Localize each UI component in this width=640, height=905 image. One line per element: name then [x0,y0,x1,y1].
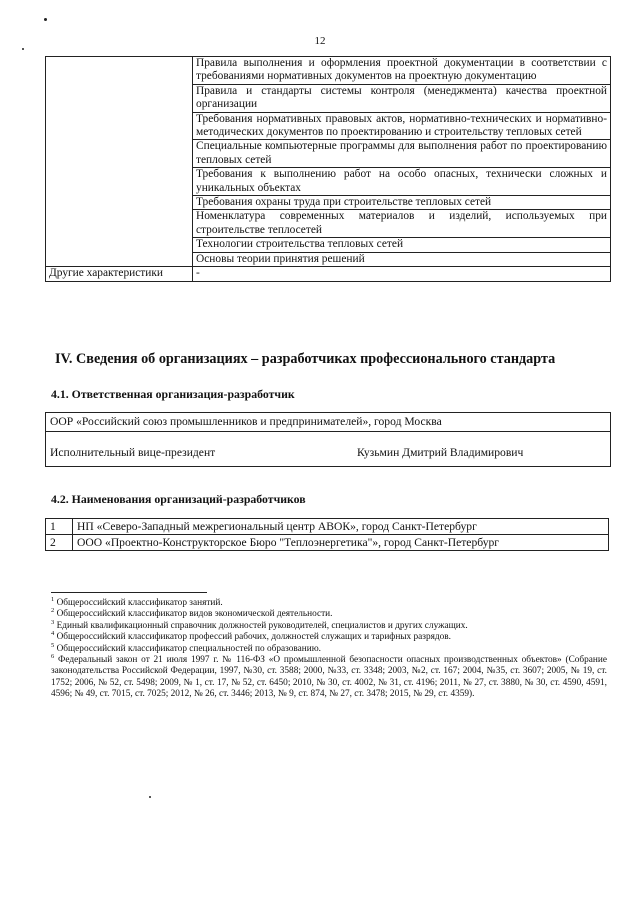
footnote-text: Общероссийский классификатор профессий рабочих, должностей служащих и тарифных разрядов. [56,632,451,643]
knowledge-item: Требования охраны труда при строительстве тепловых сетей [193,196,611,210]
requirements-table [45,56,611,282]
knowledge-item: Специальные компьютерные программы для выполнения работ по проектированию тепловых сетей [193,140,611,168]
footnote-marker: 4 [51,630,55,638]
developer-name: ООО «Проектно-Конструкторское Бюро "Теплоэнергетика"», город Санкт-Петербург [73,535,609,551]
signatory-name: Кузьмин Дмитрий Владимирович [357,446,524,459]
knowledge-item: Требования к выполнению работ на особо опасных, технически сложных и уникальных объектах [193,168,611,196]
responsible-org-name: ООР «Российский союз промышленников и предпринимателей», город Москва [46,413,610,432]
footnote [51,641,607,655]
footnote-marker: 2 [51,607,55,615]
developer-number: 2 [46,535,73,551]
other-characteristics-label: Другие характеристики [46,267,193,281]
knowledge-item: Основы теории принятия решений [193,252,611,266]
knowledge-item: Правила и стандарты системы контроля (менеджмента) качества проектной организации [193,84,611,112]
developer-number: 1 [46,519,73,535]
developer-name: НП «Северо-Западный межрегиональный центр АВОК», город Санкт-Петербург [73,519,609,535]
other-characteristics-value: - [193,267,611,281]
footnote [51,632,607,643]
section-title: IV. Сведения об организациях – разработчиках профессионального стандарта [55,351,556,367]
footnote [51,595,607,609]
responsible-org-box [45,412,611,467]
footnote-marker: 1 [51,595,55,603]
knowledge-item: Номенклатура современных материалов и изделий, используемых при строительстве теплосетей [193,210,611,238]
footnote-marker: 5 [51,641,55,649]
footnote-text: Общероссийский классификатор видов экономической деятельности. [56,609,333,620]
knowledge-item: Технологии строительства тепловых сетей [193,238,611,252]
footnotes [51,595,608,701]
footnote-text: Федеральный закон от 21 июля 1997 г. № 116-ФЗ «О промышленной безопасности опасных производственных объектов» (Собрание законодательства Российской Федерации, 1997, №30, ст. 3588; 2000, №33, ст. 3348; 2003, №2, ст. 167; 2004, №35, ст. 3607; 2005, № 19, ст. 1752; 2006, № 52, ст. 5498; 2009, № 1, ст. 17, № 52, ст. 6450; 2010, № 30, ст. 4002, № 31, ст. 4196; 2011, № 27, ст. 3880, № 30, ст. 4590, 4591, 4596; № 49, ст. 7015, ст. 7025; 2012, № 26, ст. 3446; 2013, № 9, ст. 874, № 27, ст. 3478; 2015, № 29, ст. 4359). [51,655,608,700]
responsible-signatory-row [46,432,610,466]
table-row [46,267,611,281]
table-row [46,535,609,551]
footnote [51,652,608,701]
footnote-text: Общероссийский классификатор специальностей по образованию. [56,643,322,654]
knowledge-item: Правила выполнения и оформления проектной документации в соответствии с требованиями нормативных документов на проектную документацию [193,57,611,85]
signatory-position: Исполнительный вице-президент [50,446,216,459]
table-cell-empty [46,57,193,267]
page-number: 12 [314,35,326,47]
footnote-text: Общероссийский классификатор занятий. [56,598,223,608]
footnote-marker: 6 [51,652,55,660]
footnote-text: Единый квалификационный справочник должностей руководителей, специалистов и других служащих. [56,620,468,631]
footnote [51,609,607,620]
footnote-separator [51,592,207,593]
responsible-org-heading: 4.1. Ответственная организация-разработчик [51,387,295,401]
footnote [51,618,607,632]
developers-heading: 4.2. Наименования организаций-разработчиков [51,492,306,506]
table-row [46,519,609,535]
developers-table [45,518,609,551]
table-row [46,57,611,85]
footnote-marker: 3 [51,618,55,626]
knowledge-item: Требования нормативных правовых актов, нормативно-технических и нормативно-методических документов по проектированию и строительству тепловых сетей [193,112,611,140]
scan-speck [22,48,24,50]
scan-speck [44,18,47,21]
scan-speck [149,796,151,798]
